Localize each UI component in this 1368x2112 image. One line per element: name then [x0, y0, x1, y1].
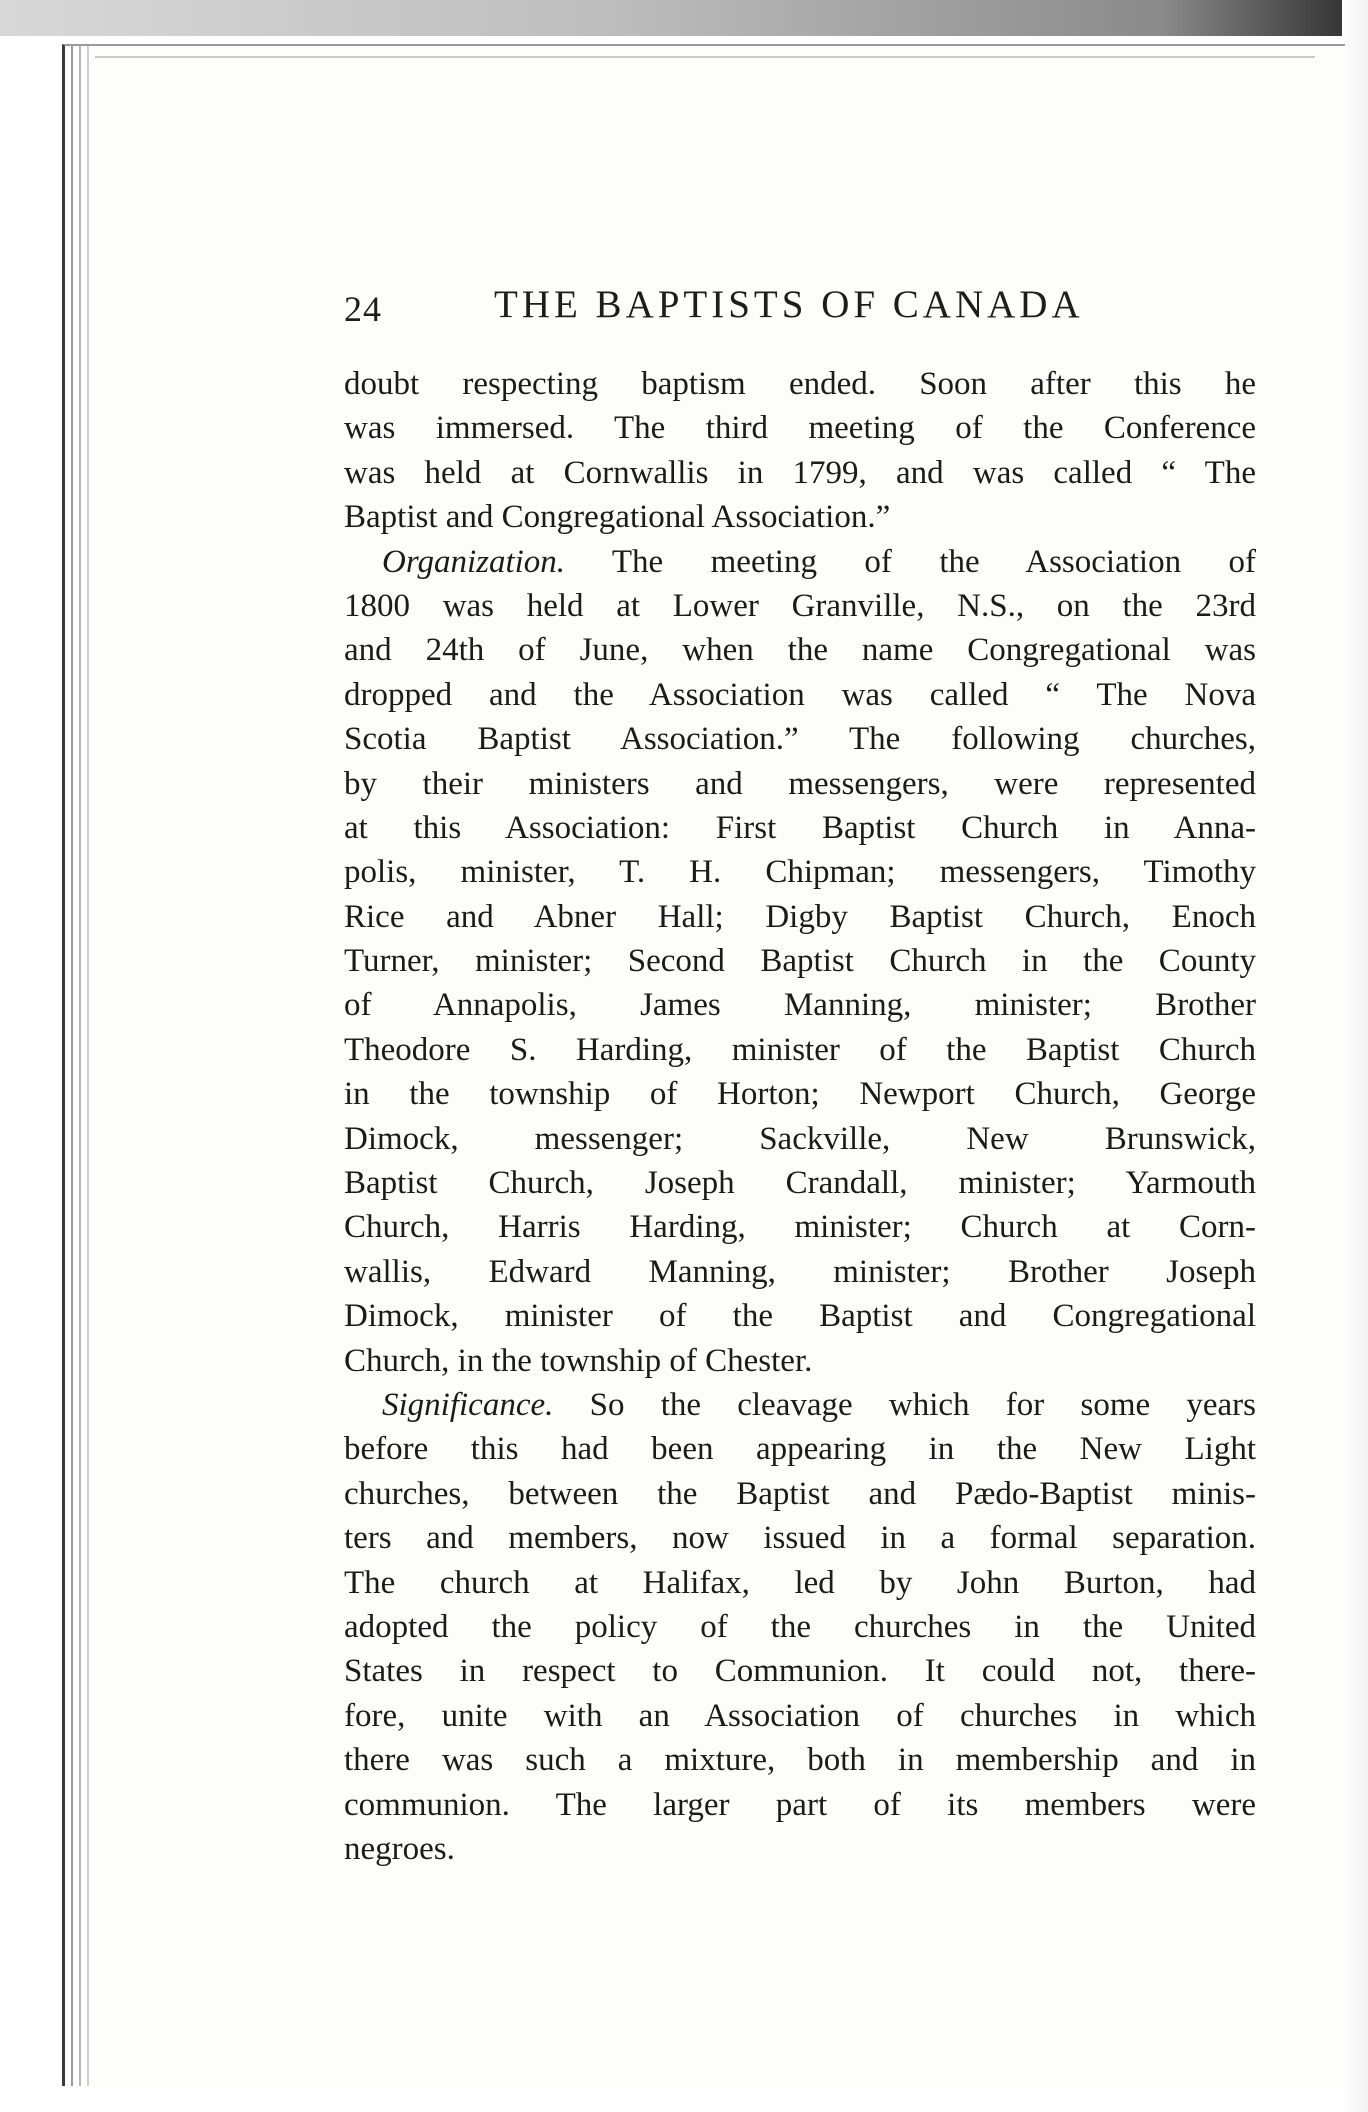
text-line: ters and members, now issued in a formal separation. [344, 1520, 1256, 1557]
text-line: negroes. [344, 1830, 455, 1867]
scan-top-edge [0, 0, 1368, 36]
body-text [344, 362, 1256, 1871]
scan-right-margin [1342, 0, 1368, 2112]
text-line: doubt respecting baptism ended. Soon after this he [344, 366, 1256, 402]
text-line: by their ministers and messengers, were represented [344, 765, 1256, 802]
text-line: of Annapolis, James Manning, minister; Brother [344, 987, 1256, 1024]
running-head: THE BAPTISTS OF CANADA [494, 283, 1084, 326]
page-top-rule [95, 56, 1315, 58]
text-line: communion. The larger part of its members were [344, 1786, 1256, 1823]
text-line-rest: So the cleavage which for some years [553, 1386, 1256, 1423]
text-line: was immersed. The third meeting of the Conference [344, 410, 1256, 447]
text-line: adopted the policy of the churches in the United [344, 1608, 1256, 1645]
text-line: The church at Halifax, led by John Burton, had [344, 1564, 1256, 1601]
text-line: was held at Cornwallis in 1799, and was called “ The [344, 454, 1256, 491]
text-line: before this had been appearing in the New Light [344, 1431, 1256, 1468]
text-line: Baptist Church, Joseph Crandall, minister; Yarmouth [344, 1165, 1256, 1202]
text-line: and 24th of June, when the name Congregational was [344, 632, 1256, 669]
paragraph-2 [344, 540, 1256, 1383]
text-line: Baptist and Congregational Association.” [344, 499, 891, 536]
text-line: Rice and Abner Hall; Digby Baptist Church, Enoch [344, 898, 1256, 935]
text-line-rest: The meeting of the Association of [565, 543, 1256, 580]
paragraph-3 [344, 1383, 1256, 1871]
text-line: wallis, Edward Manning, minister; Brother Joseph [344, 1253, 1256, 1290]
text-line: Theodore S. Harding, minister of the Baptist Church [344, 1031, 1256, 1068]
text-line: Church, Harris Harding, minister; Church at Corn- [344, 1209, 1256, 1246]
text-line: Church, in the township of Chester. [344, 1342, 813, 1379]
text-line: in the township of Horton; Newport Church, George [344, 1076, 1256, 1113]
section-heading-significance: Significance. [382, 1386, 554, 1423]
section-heading-organization: Organization. [382, 543, 566, 580]
text-line [344, 1383, 1256, 1427]
text-line: Turner, minister; Second Baptist Church in the County [344, 943, 1256, 980]
text-line: fore, unite with an Association of churches in which [344, 1697, 1256, 1734]
page-header [344, 282, 1264, 342]
text-line: at this Association: First Baptist Church in Anna- [344, 809, 1256, 846]
text-line: Scotia Baptist Association.” The following churches, [344, 721, 1256, 758]
text-line: States in respect to Communion. It could not, there- [344, 1653, 1256, 1690]
text-line: there was such a mixture, both in membership and in [344, 1742, 1256, 1779]
text-line [344, 540, 1256, 584]
text-line: dropped and the Association was called “ The Nova [344, 676, 1256, 713]
page-number: 24 [344, 289, 382, 329]
text-line: Dimock, minister of the Baptist and Congregational [344, 1298, 1256, 1335]
text-line: polis, minister, T. H. Chipman; messengers, Timothy [344, 854, 1256, 891]
paragraph-1 [344, 362, 1256, 540]
text-line: 1800 was held at Lower Granville, N.S., on the 23rd [344, 587, 1256, 624]
text-line: Dimock, messenger; Sackville, New Brunswick, [344, 1120, 1256, 1157]
text-line: churches, between the Baptist and Pædo-Baptist minis- [344, 1475, 1256, 1512]
